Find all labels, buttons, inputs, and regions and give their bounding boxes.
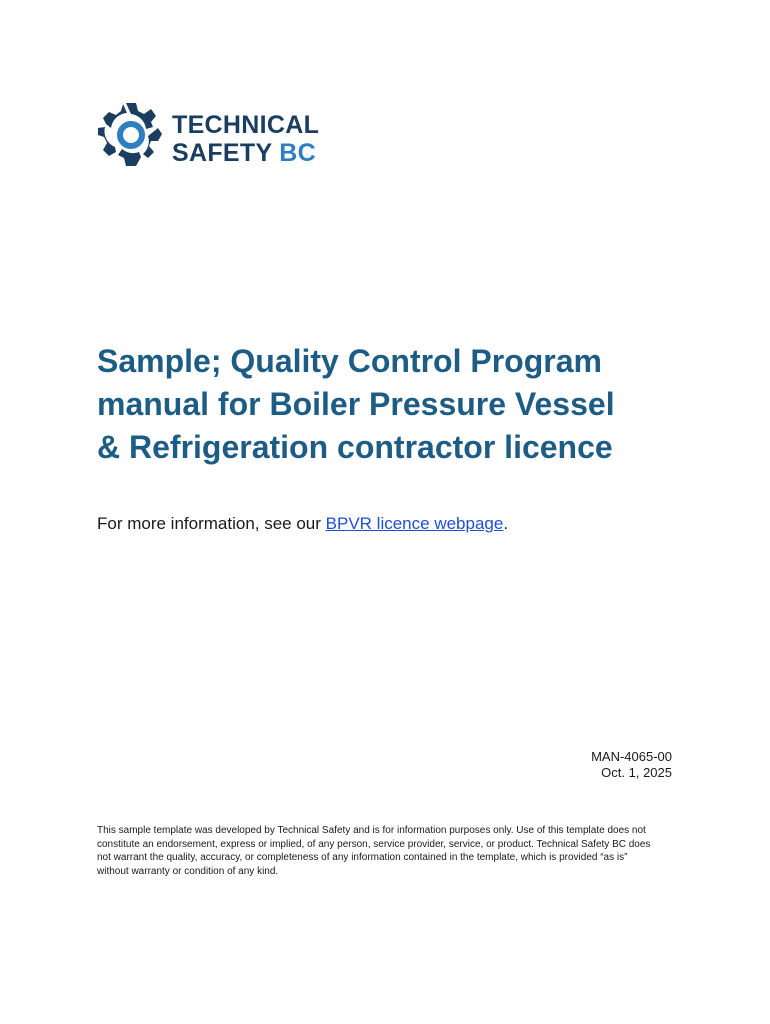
technical-safety-bc-logo <box>96 100 326 170</box>
document-meta <box>591 749 672 781</box>
logo-line-2 <box>172 139 316 167</box>
title-line-2: manual for Boiler Pressure Vessel <box>97 386 615 422</box>
more-info-suffix: . <box>503 514 509 533</box>
more-info-text <box>97 513 508 535</box>
logo-word-safety: SAFETY <box>172 139 272 167</box>
document-number: MAN-4065-00 <box>591 749 672 764</box>
title-line-3: & Refrigeration contractor licence <box>97 429 613 465</box>
document-date: Oct. 1, 2025 <box>601 765 672 780</box>
disclaimer-text: This sample template was developed by Technical Safety and is for information purposes only. Use of this template does not constitute an endorsement, express or implied, of any person, service provider, service, or product. Technical Safety BC does not warrant the quality, accuracy, or completeness of any information contained in the template, which is provided “as is” without warranty or condition of any kind. <box>97 825 651 877</box>
logo-line-1: TECHNICAL <box>172 111 320 139</box>
document-title <box>97 340 697 469</box>
gear-icon <box>98 103 162 166</box>
more-info-prefix: For more information, see our <box>97 514 326 533</box>
bpvr-licence-link[interactable]: BPVR licence webpage <box>325 514 504 533</box>
title-line-1: Sample; Quality Control Program <box>97 343 602 379</box>
logo-word-bc: BC <box>279 139 316 167</box>
